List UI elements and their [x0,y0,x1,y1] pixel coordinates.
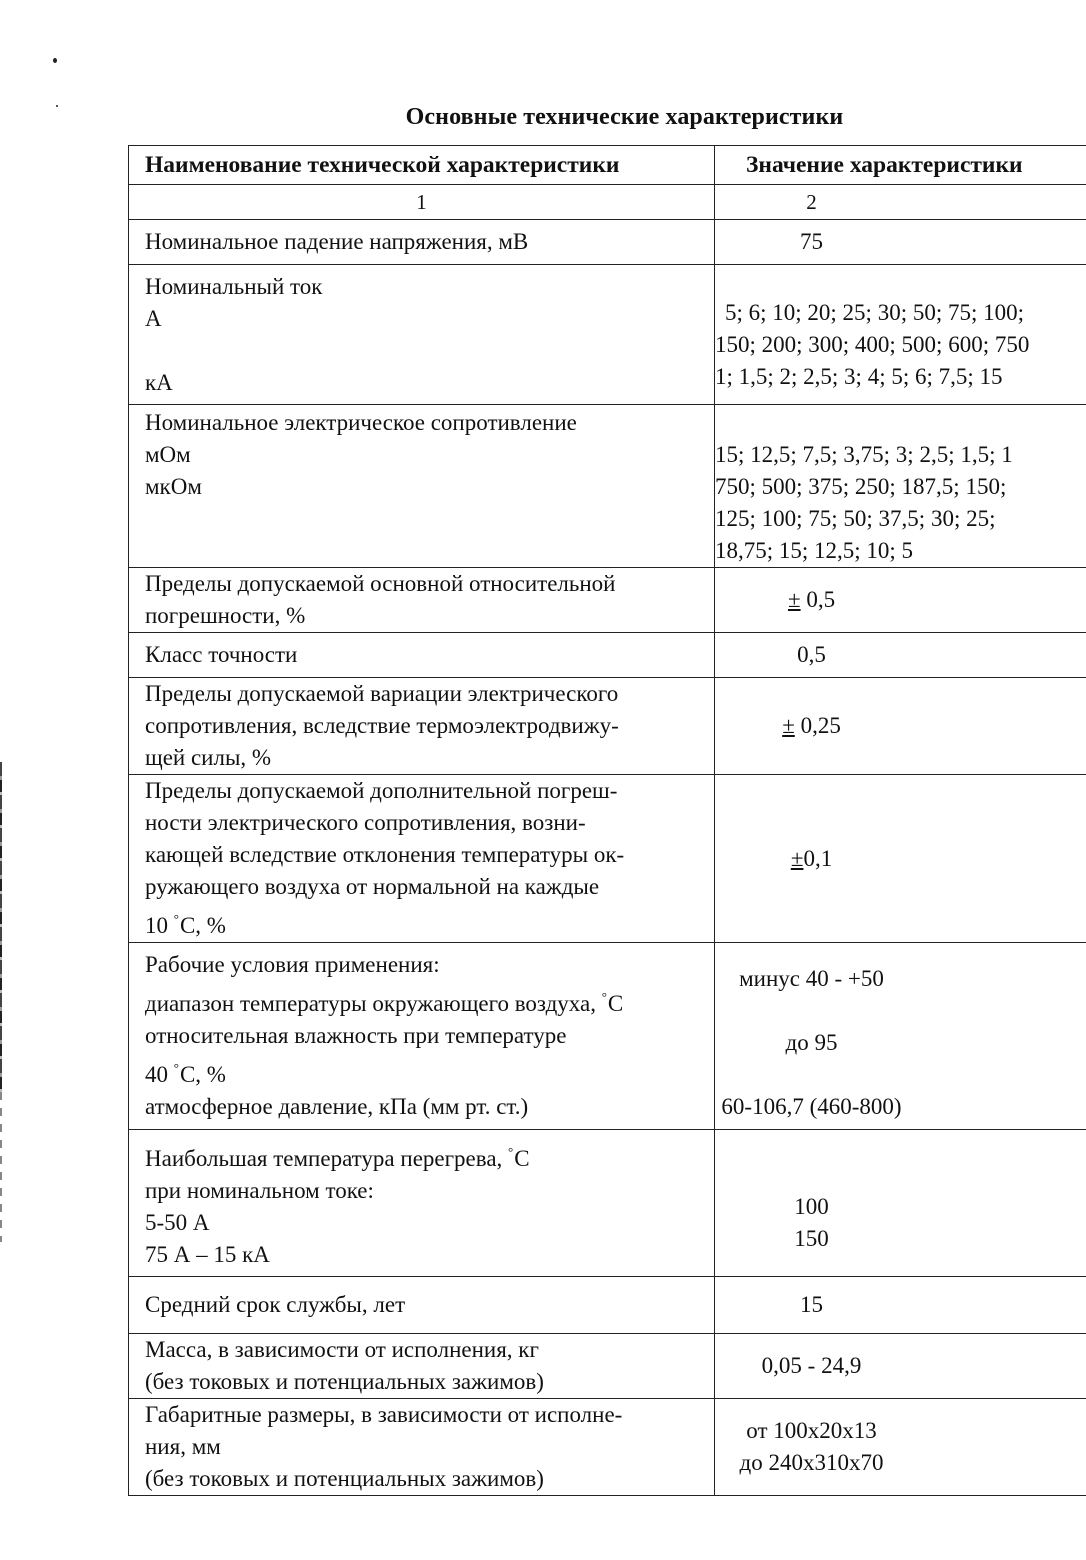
column-number-2: 2 [715,185,1086,220]
row-name: Наибольшая температура перегрева, °С при номинальном токе: 5-50 А 75 А – 15 кА [129,1130,715,1277]
table-header-row [129,146,1086,185]
degree-sign: ° [601,989,607,1004]
degree-sign: ° [173,911,179,926]
row-name: Номинальный ток А кА [129,265,715,405]
table-row [129,1399,1086,1496]
row-value: 75 [715,220,1086,265]
degree-sign: ° [508,1143,514,1159]
header-name: Наименование технической характеристики [129,146,715,185]
row-value: минус 40 - +50 до 95 60-106,7 (460-800) [715,943,1086,1130]
column-number-row [129,185,1086,220]
row-name: Класс точности [129,633,715,678]
table-row [129,633,1086,678]
specifications-table [128,145,1086,1496]
document-title: Основные технические характеристики [405,104,844,130]
plus-minus-sign: ± [782,713,795,738]
row-name: Пределы допускаемой вариации электрического сопротивления, вследствие термоэлектродвижу- щей силы, % [129,678,715,775]
row-value: ± 0,25 [715,678,1086,775]
table-row [129,265,1086,405]
row-value: 15 [715,1277,1086,1334]
plus-minus-sign: ± [790,845,804,871]
scan-edge-artifact [0,1092,2,1242]
row-name: Пределы допускаемой основной относительной погрешности, % [129,568,715,633]
row-name: Масса, в зависимости от исполнения, кг (без токовых и потенциальных зажимов) [129,1334,715,1399]
table-row [129,1130,1086,1277]
row-name: Средний срок службы, лет [129,1277,715,1334]
table-row [129,678,1086,775]
row-value: 0,05 - 24,9 [715,1334,1086,1399]
scan-speck [53,58,57,63]
header-value: Значение характеристики [715,146,1086,185]
row-name: Габаритные размеры, в зависимости от исполне- ния, мм (без токовых и потенциальных зажимов) [129,1399,715,1496]
table-row [129,1334,1086,1399]
row-value: 100 150 [715,1130,1086,1277]
scan-edge-artifact [0,762,2,1092]
row-name: Пределы допускаемой дополнительной погреш- ности электрического сопротивления, возни- кающей вследствие отклонения температуры ок- ружающего воздуха от нормальной на каждые 10 °С, % [129,775,715,943]
row-name: Рабочие условия применения: диапазон температуры окружающего воздуха, °С относительная влажность при температуре 40 °С, % атмосферное давление, кПа (мм рт. ст.) [129,943,715,1130]
table-row [129,405,1086,568]
row-value: ±0,1 [715,775,1086,943]
scan-speck [56,105,58,107]
table-row [129,1277,1086,1334]
row-value: 5; 6; 10; 20; 25; 30; 50; 75; 100; 150; 200; 300; 400; 500; 600; 750 1; 1,5; 2; 2,5; 3; 4; 5; 6; 7,5; 15 [715,265,1086,405]
plus-minus-sign: ± [787,587,801,612]
row-value: ± 0,5 [715,568,1086,633]
row-name: Номинальное электрическое сопротивление мОм мкОм [129,405,715,568]
row-name: Номинальное падение напряжения, мВ [129,220,715,265]
table-row [129,220,1086,265]
table-row [129,775,1086,943]
row-value: от 100х20х13 до 240х310х70 [715,1399,1086,1496]
column-number-1: 1 [129,185,715,220]
table-row [129,943,1086,1130]
degree-sign: ° [173,1060,179,1075]
table-row [129,568,1086,633]
row-value: 15; 12,5; 7,5; 3,75; 3; 2,5; 1,5; 1 750; 500; 375; 250; 187,5; 150; 125; 100; 75; 50; 37,5; 30; 25; 18,75; 15; 12,5; 10; 5 [715,405,1086,568]
row-value: 0,5 [715,633,1086,678]
